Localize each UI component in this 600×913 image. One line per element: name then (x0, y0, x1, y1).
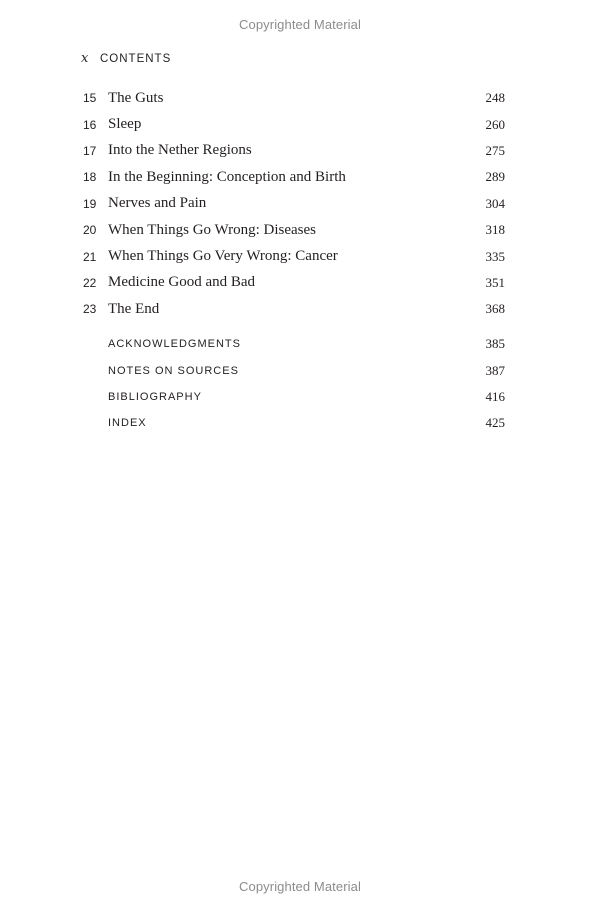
chapter-title: Medicine Good and Bad (108, 274, 256, 291)
toc-row[interactable] (81, 270, 505, 296)
chapter-number: 15 (83, 91, 97, 106)
chapter-page: 368 (485, 301, 505, 317)
back-matter-row[interactable] (81, 410, 505, 436)
toc-row[interactable] (81, 164, 505, 190)
back-matter-row[interactable] (81, 384, 505, 410)
chapter-number: 21 (83, 249, 97, 264)
page-folio: x (81, 51, 89, 66)
toc-row[interactable] (81, 85, 505, 111)
chapter-number: 22 (83, 275, 97, 290)
back-matter-title: BIBLIOGRAPHY (108, 390, 202, 403)
back-matter-page: 387 (485, 362, 505, 378)
toc-row[interactable] (81, 217, 505, 243)
chapter-number: 16 (83, 117, 97, 132)
chapter-page: 351 (485, 274, 505, 290)
watermark-top: Copyrighted Material (239, 17, 361, 32)
chapter-title: Into the Nether Regions (108, 142, 252, 159)
back-matter-title: INDEX (108, 417, 147, 430)
chapter-page: 318 (485, 222, 505, 238)
chapter-page: 335 (485, 248, 505, 264)
toc-row[interactable] (81, 138, 505, 164)
back-matter-row[interactable] (81, 331, 505, 357)
chapter-title: When Things Go Very Wrong: Cancer (108, 248, 338, 265)
chapter-page: 289 (485, 169, 505, 185)
section-label: CONTENTS (100, 53, 172, 65)
chapter-title: The End (108, 300, 160, 317)
running-head (81, 51, 171, 67)
back-matter-list (81, 331, 505, 437)
chapter-number: 18 (83, 170, 97, 185)
chapter-page: 260 (485, 116, 505, 132)
back-matter-page: 385 (485, 336, 505, 352)
table-of-contents (81, 85, 505, 323)
toc-row[interactable] (81, 191, 505, 217)
chapter-page: 304 (485, 195, 505, 211)
back-matter-title: NOTES ON SOURCES (108, 364, 239, 377)
chapter-number: 17 (83, 143, 97, 158)
chapter-title: Nerves and Pain (108, 195, 207, 212)
chapter-title: Sleep (108, 116, 142, 133)
toc-row[interactable] (81, 296, 505, 322)
toc-row[interactable] (81, 111, 505, 137)
chapter-title: In the Beginning: Conception and Birth (108, 168, 346, 185)
chapter-number: 20 (83, 223, 97, 238)
chapter-number: 19 (83, 196, 97, 211)
toc-row[interactable] (81, 243, 505, 269)
chapter-title: The Guts (108, 89, 164, 106)
back-matter-title: ACKNOWLEDGMENTS (108, 338, 241, 351)
back-matter-row[interactable] (81, 357, 505, 383)
chapter-number: 23 (83, 302, 97, 317)
chapter-title: When Things Go Wrong: Diseases (108, 221, 316, 238)
back-matter-page: 425 (485, 415, 505, 431)
chapter-page: 275 (485, 142, 505, 158)
chapter-page: 248 (485, 90, 505, 106)
watermark-bottom: Copyrighted Material (239, 879, 361, 894)
back-matter-page: 416 (485, 388, 505, 404)
